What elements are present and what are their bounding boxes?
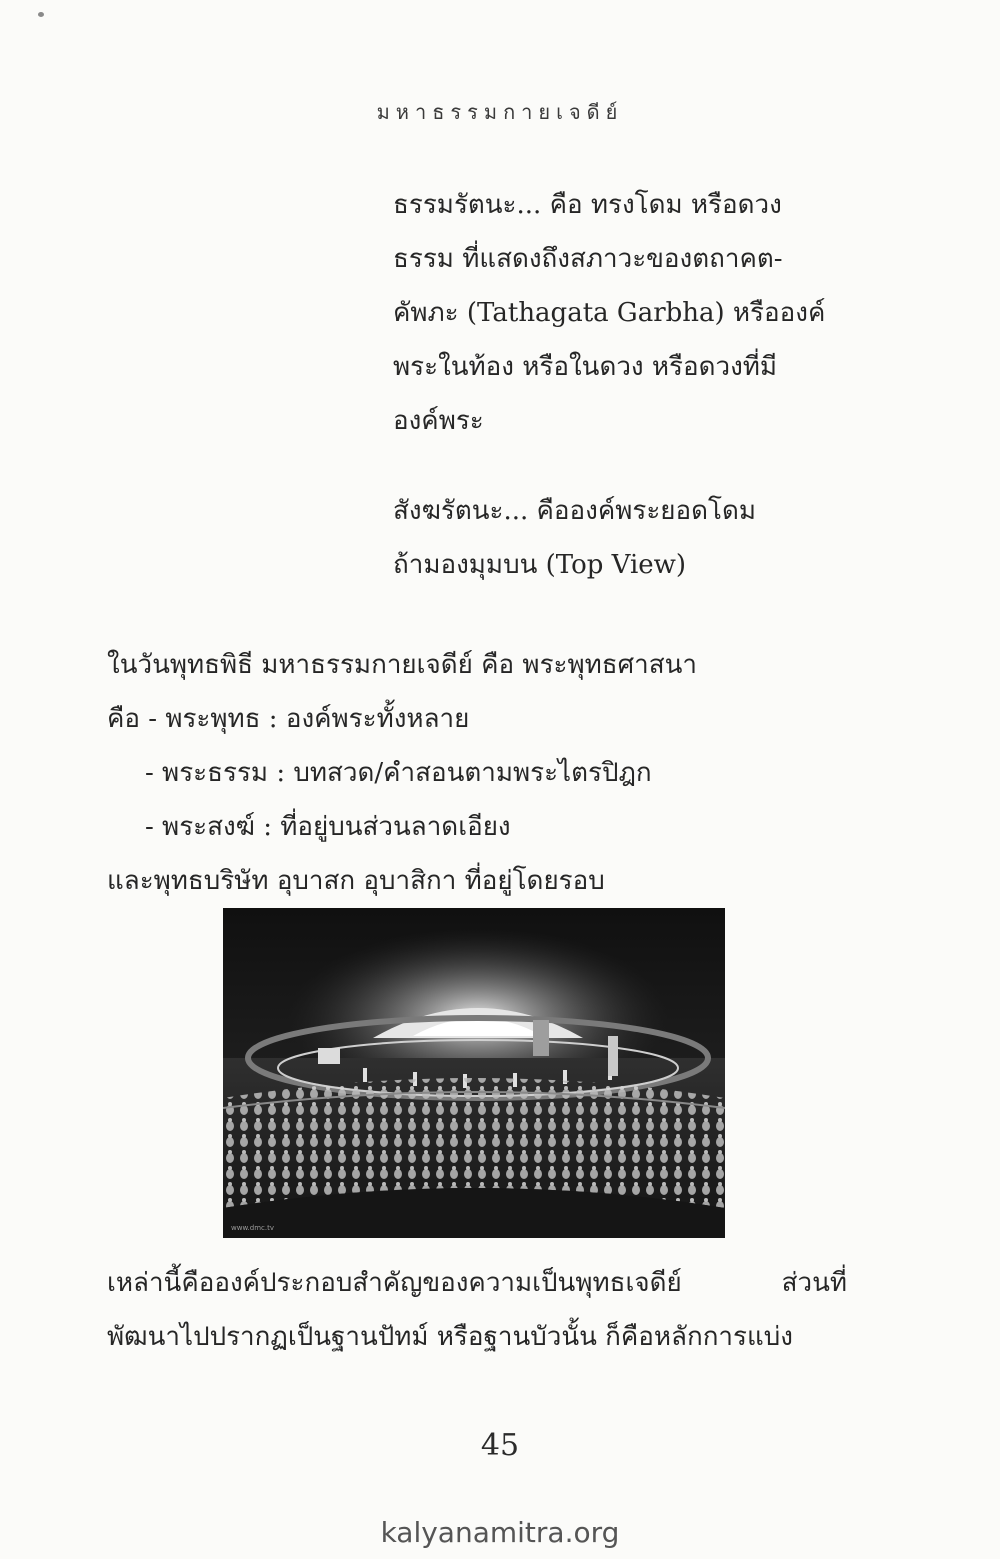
- list-item-buddha: คือ - พระพุทธ : องค์พระทั้งหลาย: [107, 704, 470, 734]
- conclusion-line-1-end: ส่วนที่: [781, 1268, 847, 1298]
- running-head: มหาธรรมกายเจดีย์: [376, 100, 624, 124]
- list-item-sangha: - พระสงฆ์ : ที่อยู่บนส่วนลาดเอียง: [145, 812, 511, 842]
- paper-speck: [38, 12, 44, 17]
- conclusion-line-1-main: เหล่านี้คือองค์ประกอบสำคัญของความเป็นพุทธเจดีย์: [107, 1268, 682, 1298]
- conclusion-line-2: พัฒนาไปปรากฏเป็นฐานปัทม์ หรือฐานบัวนั้น ก็คือหลักการแบ่ง: [107, 1322, 793, 1352]
- photo-credit: www.dmc.tv: [231, 1224, 274, 1232]
- list-item-dhamma: - พระธรรม : บทสวด/คำสอนตามพระไตรปิฎก: [145, 758, 652, 788]
- conclusion-paragraph: [107, 1256, 847, 1364]
- sangha-paragraph: [393, 484, 833, 592]
- source-watermark: kalyanamitra.org: [380, 1516, 620, 1549]
- dhamma-line-2: ธรรม ที่แสดงถึงสภาวะของตถาคต-: [393, 244, 783, 274]
- sangha-line-2: ถ้ามองมุมบน (Top View): [393, 550, 687, 580]
- dhamma-line-4: พระในท้อง หรือในดวง หรือดวงที่มี: [393, 352, 778, 382]
- dhamma-line-5: องค์พระ: [393, 406, 484, 436]
- ceremony-closing: และพุทธบริษัท อุบาสก อุบาสิกา ที่อยู่โดยรอบ: [107, 866, 605, 896]
- dhammakaya-cetiya-night-photo: [223, 908, 725, 1238]
- conclusion-line-1: [107, 1256, 847, 1310]
- ceremony-intro: ในวันพุทธพิธี มหาธรรมกายเจดีย์ คือ พระพุทธศาสนา: [107, 650, 697, 680]
- sangha-line-1: สังฆรัตนะ... คือองค์พระยอดโดม: [393, 496, 757, 526]
- dhamma-paragraph: [393, 178, 833, 448]
- dhamma-line-1: ธรรมรัตนะ... คือ ทรงโดม หรือดวง: [393, 190, 782, 220]
- ceremony-section: [107, 638, 867, 908]
- dhamma-line-3: คัพภะ (Tathagata Garbha) หรือองค์: [393, 298, 826, 328]
- page-number: 45: [480, 1428, 520, 1463]
